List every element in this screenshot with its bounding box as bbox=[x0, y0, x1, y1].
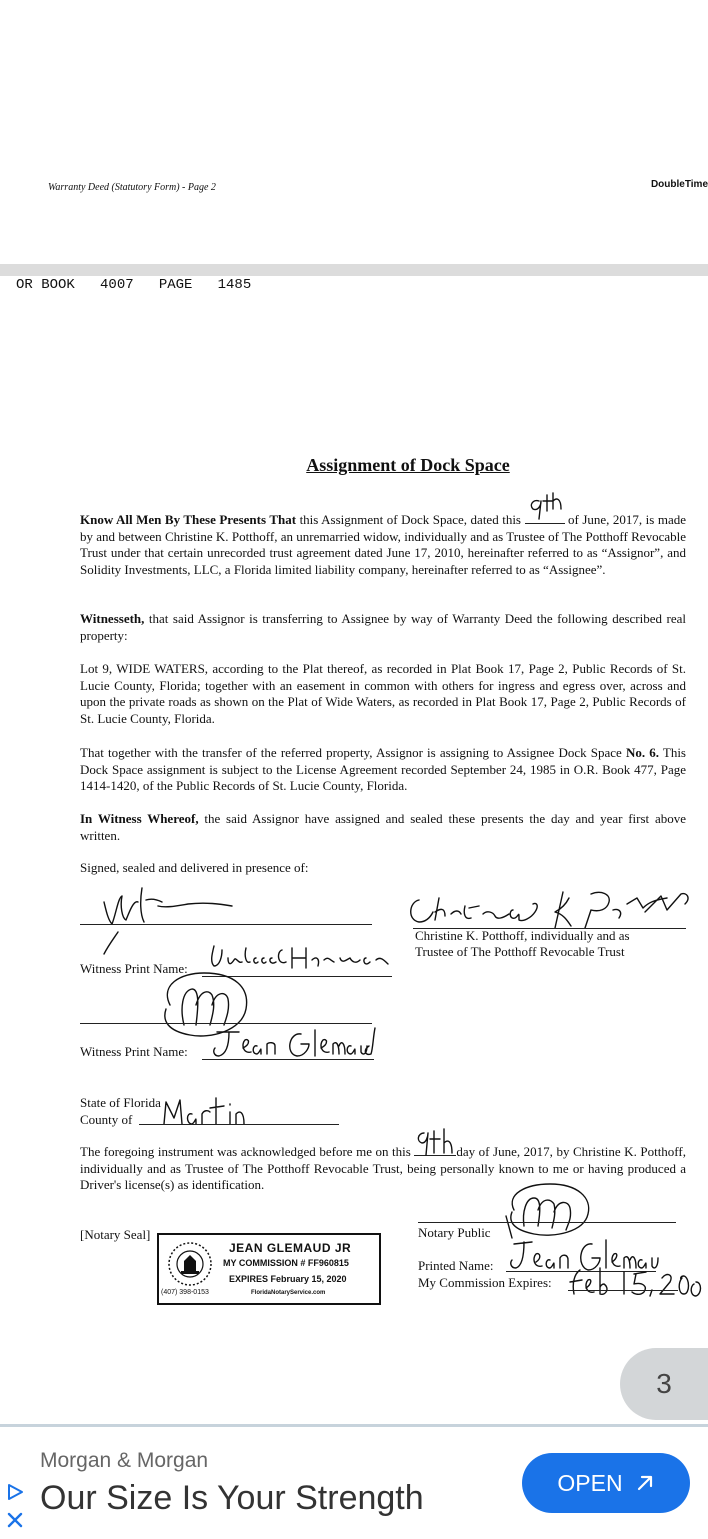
signed-sealed-line: Signed, sealed and delivered in presence of: bbox=[80, 860, 309, 875]
handwritten-day bbox=[525, 491, 571, 525]
witness1-signature-line bbox=[80, 924, 372, 925]
commission-expires-line bbox=[568, 1290, 678, 1291]
close-icon[interactable] bbox=[6, 1511, 24, 1529]
notary-seal-emblem bbox=[163, 1241, 217, 1287]
signer-name-line: Christine K. Potthoff, individually and as bbox=[415, 928, 630, 943]
printed-name-label: Printed Name: bbox=[418, 1258, 494, 1273]
paragraph-legal-description: Lot 9, WIDE WATERS, according to the Plat thereof, as recorded in Plat Book 17, Page 2, Public Records of St. Lucie County, Florida; together with an easement in common with others for ingress and egress over, across and upon the private roads as shown on the Plat of Wide Waters, as recorded in Plat Book 17, Page 2, Public Records of St. Lucie County, Florida. bbox=[80, 661, 686, 726]
open-button[interactable] bbox=[522, 1453, 690, 1513]
paragraph-in-witness: In Witness Whereof, the said Assignor have assigned and sealed these presents the day and year first above written. bbox=[80, 811, 686, 843]
paragraph-intro: Know All Men By These Presents That this Assignment of Dock Space, dated this of June, 2017, is made by and between Christine K. Potthoff, an unremarried widow, individually and as Trustee of The Potthoff Revocable Trust under that certain unrecorded trust agreement dated June 17, 2010, hereinafter referred to as “Assignor”, and Solidity Investments, LLC, a Florida limited liability company, hereinafter referred to as “Assignee”. bbox=[80, 511, 686, 578]
notary-stamp bbox=[157, 1233, 381, 1305]
page-number-indicator[interactable]: 3 bbox=[620, 1348, 708, 1420]
county-line bbox=[139, 1124, 339, 1125]
page-separator bbox=[0, 264, 708, 276]
document-title: Assignment of Dock Space bbox=[306, 455, 510, 475]
brand-label: DoubleTime bbox=[650, 179, 708, 190]
witness2-handwritten-name bbox=[205, 1024, 380, 1064]
paragraph-dock-space: That together with the transfer of the referred property, Assignor is assigning to Assignee Dock Space No. 6. This Dock Space assignment is subject to the License Agreement recorded September 24, 1985 in O.R. Book 477, Page 1414-1420, of the Public Records of St. Lucie County, Florida. bbox=[80, 745, 686, 793]
paragraph-witnesseth: Witnesseth, that said Assignor is transferring to Assignee by way of Warranty Deed the following described real property: bbox=[80, 611, 686, 643]
ad-banner[interactable] bbox=[0, 1424, 708, 1539]
ad-choices-icon[interactable] bbox=[6, 1483, 24, 1501]
ad-advertiser: Morgan & Morgan bbox=[40, 1449, 209, 1472]
or-book-page: OR BOOK 4007 PAGE 1485 bbox=[16, 277, 252, 293]
stamp-commission: MY COMMISSION # FF960815 bbox=[223, 1258, 349, 1268]
notary-seal-label: [Notary Seal] bbox=[80, 1227, 151, 1242]
signer-trust-line: Trustee of The Potthoff Revocable Trust bbox=[415, 944, 625, 959]
ad-headline[interactable]: Our Size Is Your Strength bbox=[40, 1479, 424, 1517]
witness2-print-label: Witness Print Name: bbox=[80, 1044, 188, 1059]
commission-expires-label: My Commission Expires: bbox=[418, 1275, 552, 1290]
acknowledgement-paragraph: The foregoing instrument was acknowledged before me on this day of June, 2017, by Christine K. Potthoff, individually and as Trustee of The Potthoff Revocable Trust, being personally known to me or having produced a Driver's license(s) as identification. bbox=[80, 1143, 686, 1194]
stamp-expires: EXPIRES February 15, 2020 bbox=[229, 1274, 347, 1284]
stamp-name: JEAN GLEMAUD JR bbox=[229, 1241, 352, 1255]
form-name: Warranty Deed (Statutory Form) - Page 2 bbox=[48, 182, 216, 193]
commission-expires-handwritten bbox=[566, 1264, 708, 1298]
open-button-label: OPEN bbox=[557, 1469, 623, 1496]
notary-public-label: Notary Public bbox=[418, 1225, 491, 1240]
stamp-service: FloridaNotaryService.com bbox=[251, 1290, 326, 1296]
stamp-phone: (407) 398-0153 bbox=[161, 1289, 209, 1296]
external-arrow-icon bbox=[635, 1473, 655, 1493]
witness1-print-label: Witness Print Name: bbox=[80, 961, 188, 976]
state-line: State of Florida bbox=[80, 1095, 161, 1110]
ack-handwritten-day bbox=[414, 1127, 458, 1157]
witness2-print-line bbox=[202, 1059, 374, 1060]
notary-signature-line bbox=[418, 1222, 676, 1223]
county-label: County of bbox=[80, 1112, 133, 1127]
